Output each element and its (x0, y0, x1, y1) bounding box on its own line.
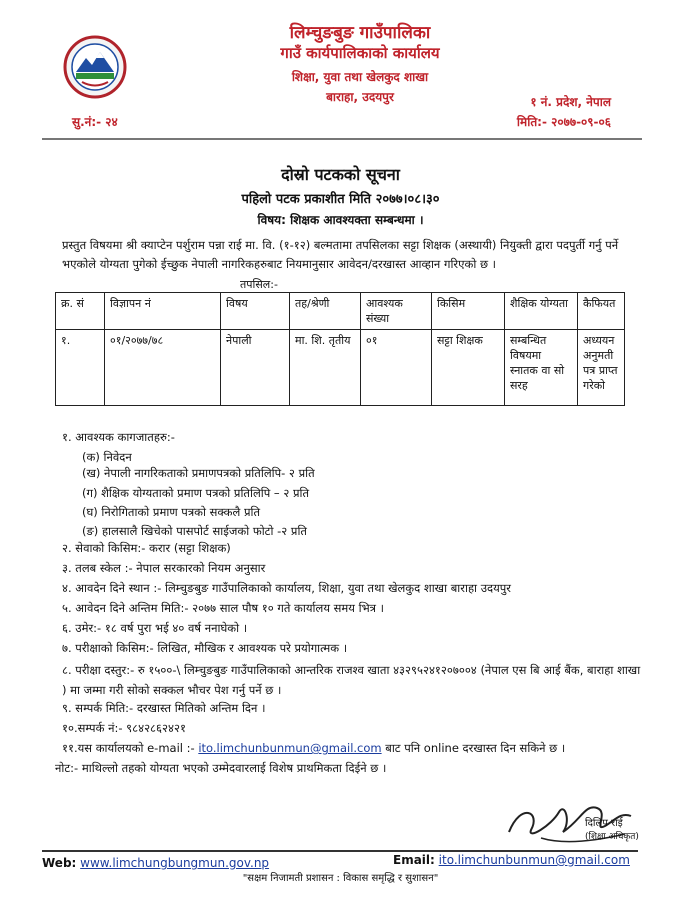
vacancy-table (55, 292, 625, 406)
table-cell: मा. शि. तृतीय (290, 330, 361, 406)
notice-title: दोस्रो पटकको सूचना (281, 165, 400, 184)
condition-item: ७. परीक्षाको किसिम:- लिखित, मौखिक र आवश्यक परे प्रयोगात्मक । (62, 641, 348, 655)
office-name: लिम्चुङबुङ गाउँपालिका (289, 23, 431, 43)
email-link[interactable]: ito.limchunbunmun@gmail.com (198, 741, 382, 755)
email-line (62, 741, 565, 756)
intro-paragraph: प्रस्तुत विषयमा श्री क्याप्टेन पर्शुराम पन्ना राई मा. वि. (१-१२) बल्मतामा तपसिलका सट्टा शिक्षक (अस्थायी) नियुक्ती द्वारा पदपुर्ती गर्नु पर्ने भएकोले योग्यता पुगेको ईच्छुक नेपाली नागरिकहरुबाट नियमानुसार आवेदन/दरखास्त आव्हान गरिएको छ । (62, 238, 619, 271)
signatory-title: (शिक्षा अधिकृत) (585, 832, 639, 842)
condition-item: ४. आवदेन दिने स्थान :- लिम्चुङबुङ गाउँपालिकाको कार्यालय, शिक्षा, युवा तथा खेलकुद शाखा बाराहा उदयपुर (62, 581, 512, 595)
table-header: विषय (221, 293, 290, 330)
table-header: शैक्षिक योग्यता (505, 293, 578, 330)
condition-item: ९. सम्पर्क मिति:- दरखास्त मितिको अन्तिम दिन । (62, 701, 266, 715)
table-header: कैफियत (578, 293, 625, 330)
table-header: क्र. सं (56, 293, 105, 330)
table-header: आवश्यक संख्या (361, 293, 432, 330)
table-cell: ०१ (361, 330, 432, 406)
table-cell: नेपाली (221, 330, 290, 406)
doc-item: (ग) शैक्षिक योग्यताको प्रमाण पत्रको प्रतिलिपि – २ प्रति (82, 486, 310, 500)
table-header: किसिम (432, 293, 505, 330)
table-cell: अध्ययन अनुमती पत्र प्राप्त गरेको (578, 330, 625, 406)
table-cell: १. (56, 330, 105, 406)
doc-item: (ख) नेपाली नागरिकताको प्रमाणपत्रको प्रतिलिपि- २ प्रति (82, 466, 315, 480)
footer-divider (42, 850, 638, 852)
header-divider (42, 138, 642, 140)
doc-item: (घ) निरोगिताको प्रमाण पत्रको सक्कलै प्रति (82, 505, 261, 519)
section-name: शिक्षा, युवा तथा खेलकुद शाखा (291, 70, 429, 84)
footer-email-link[interactable]: ito.limchunbunmun@gmail.com (438, 853, 630, 867)
note-text: नोट:- माथिल्लो तहको योग्यता भएको उम्मेदवारलाई विशेष प्राथमिकता दिईने छ । (55, 761, 387, 775)
docs-heading: १. आवश्यक कागजातहरु:- (62, 430, 175, 444)
table-cell: सम्बन्धित विषयमा स्नातक वा सो सरह (505, 330, 578, 406)
doc-item: (ङ) हालसालै खिचेको पासपोर्ट साईजको फोटो -२ प्रति (82, 524, 307, 538)
email-line-prefix: ११.यस कार्यालयको e-mail :- (62, 741, 195, 755)
footer-email (393, 853, 630, 867)
table-cell: सट्टा शिक्षक (432, 330, 505, 406)
tapasil-label: तपसिल:- (240, 278, 278, 291)
province-label: १ नं. प्रदेश, नेपाल (530, 95, 611, 109)
website-link[interactable]: www.limchungbungmun.gov.np (80, 856, 270, 870)
table-header: विज्ञापन नं (105, 293, 221, 330)
table-row (56, 330, 625, 406)
contact-number: १०.सम्पर्क नं:- ९८४२८६२४२१ (62, 721, 186, 735)
email-line-suffix: बाट पनि online दरखास्त दिन सकिने छ । (385, 741, 566, 755)
table-cell: ०१/२०७७/७८ (105, 330, 221, 406)
condition-item: ३. तलब स्केल :- नेपाल सरकारको नियम अनुसार (62, 561, 266, 575)
web-label: Web: (42, 856, 77, 870)
email-label: Email: (393, 853, 435, 867)
table-header: तह/श्रेणी (290, 293, 361, 330)
municipality-emblem-icon (62, 34, 128, 100)
footer-web (42, 856, 269, 870)
table-header-row (56, 293, 625, 330)
issue-date: मिति:- २०७७-०९-०६ (516, 115, 611, 129)
condition-item: ६. उमेर:- १८ वर्ष पुरा भई ४० वर्ष ननाघेको । (62, 621, 248, 635)
doc-item: (क) निवेदन (82, 450, 132, 464)
notice-subject: विषय: शिक्षक आवश्यक्ता सम्बन्धमा । (257, 213, 424, 227)
signatory-name: दिलिप राई (585, 818, 623, 829)
office-address: बाराहा, उदयपुर (326, 90, 394, 104)
reference-number: सु.नं:- २४ (72, 115, 118, 129)
condition-item: ५. आवेदन दिने अन्तिम मिति:- २०७७ साल पौष १० गते कार्यालय समय भित्र । (62, 601, 385, 615)
first-published-date: पहिलो पटक प्रकाशीत मिति २०७७।०८।३० (241, 192, 440, 207)
condition-item: ८. परीक्षा दस्तुर:- रु १५००-\ लिम्चुङबुङ गाउँपालिकाको आन्तरिक राजश्व खाता ४३२९५२४१२०७००४ (नेपाल एस बि आई बैंक, बाराहा शाखा ) मा जम्मा गरी सोको सक्कल भौचर पेश गर्नु पर्ने छ । (62, 663, 641, 697)
condition-item: २. सेवाको किसिम:- करार (सट्टा शिक्षक) (62, 541, 231, 555)
footer-slogan: "सक्षम निजामती प्रशासन : विकास समृद्धि र सुशासन" (242, 873, 439, 884)
office-subtitle: गाउँ कार्यपालिकाको कार्यालय (280, 44, 440, 62)
